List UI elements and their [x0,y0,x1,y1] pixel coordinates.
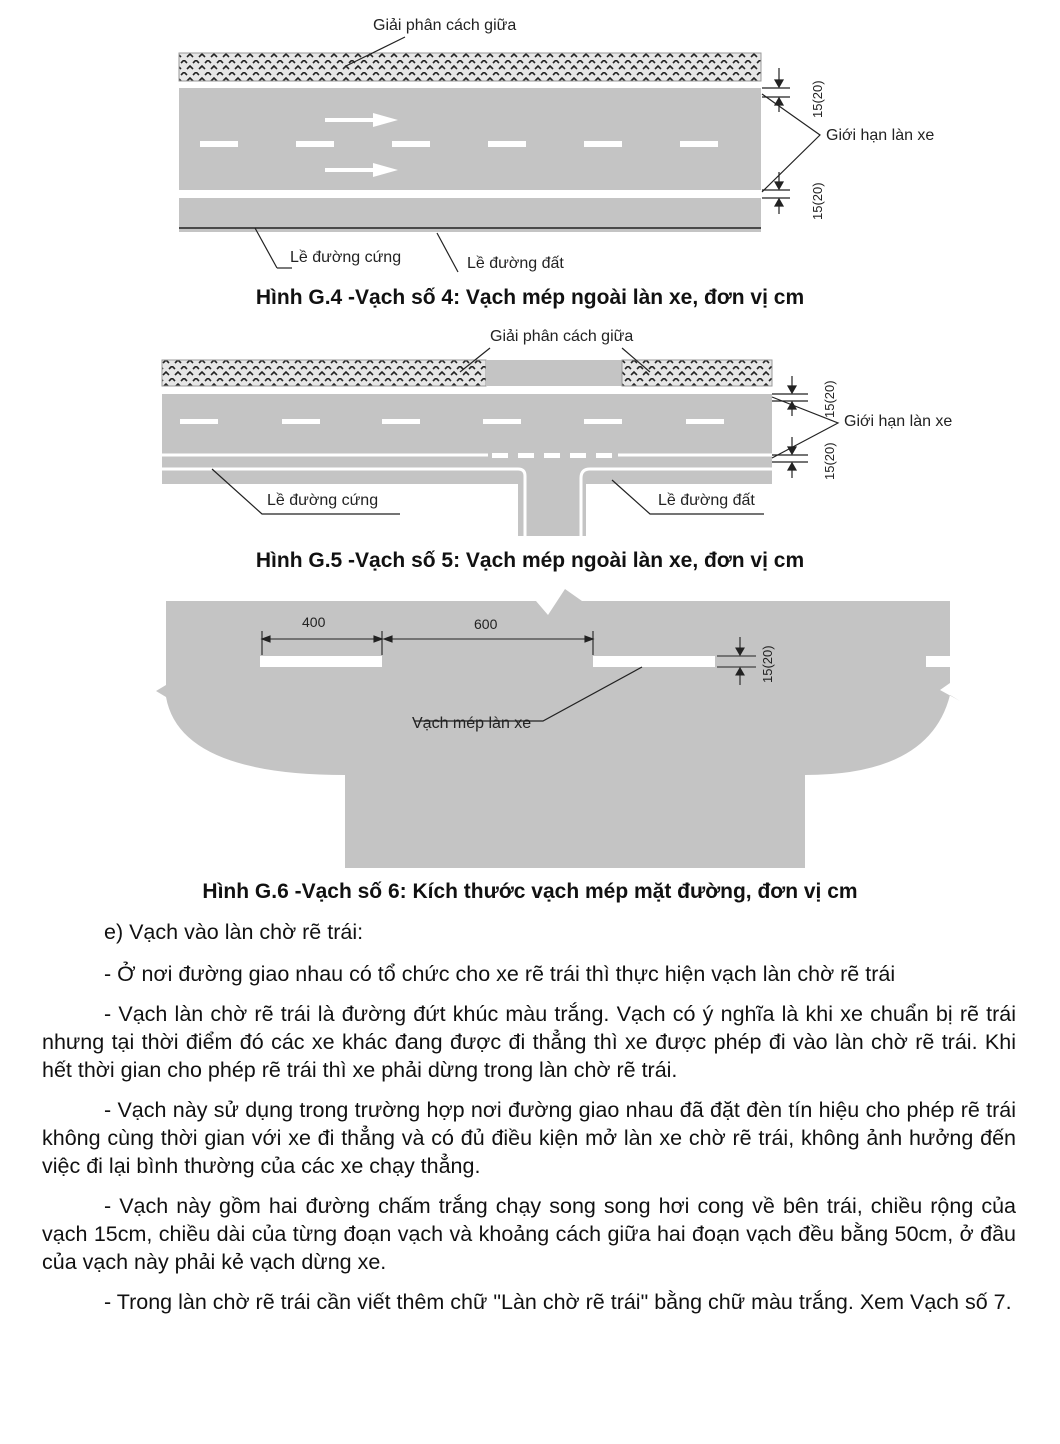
dimension-top: 15(20) [810,80,825,118]
figure-g4 [0,0,1060,290]
body-text [42,918,1016,1328]
lane-limit-label: Giới hạn làn xe [826,127,935,144]
lane-limit-label: Giới hạn làn xe [844,413,953,430]
median-strip-left [162,360,486,386]
soft-shoulder-label: Lề đường đất [658,492,755,509]
paragraph-5: - Trong làn chờ rẽ trái cần viết thêm chữ "Làn chờ rẽ trái" bằng chữ màu trắng. Xem Vạch số 7. [104,1290,1012,1314]
paragraph-4: - Vạch này gồm hai đường chấm trắng chạy song song hơi cong về bên trái, chiều rộng của vạch 15cm, chiều dài của từng đoạn vạch và khoảng cách giữa hai đoạn vạch đều bằng 50cm, ở đầu của vạch này phải kẻ vạch dừng xe. [42,1194,1016,1274]
dimension-width-label: 15(20) [760,645,775,683]
dimension-top: 15(20) [822,380,837,418]
edge-line-label: Vạch mép làn xe [412,715,532,732]
hard-shoulder-label: Lề đường cứng [290,249,402,266]
dimension-marker-bottom [772,437,808,478]
road-surface [162,394,772,472]
median-strip-right [622,360,772,386]
paragraph-2: - Vạch làn chờ rẽ trái là đường đứt khúc màu trắng. Vạch có ý nghĩa là khi xe chuẩn bị rẽ trái nhưng tại thời điểm đó các xe khác đang được đi thẳng thì xe được phép đi vào làn chờ rẽ trái. Khi hết thời gian cho phép rẽ trái thì xe phải dừng trong làn chờ rẽ trái. [42,1002,1016,1082]
paragraph-3: - Vạch này sử dụng trong trường hợp nơi đường giao nhau đã đặt đèn tín hiệu cho phép rẽ trái không cùng thời gian với xe đi thẳng và có đủ điều kiện mở làn xe chờ rẽ trái, không ảnh hưởng đến việc đi lại bình thường của các xe chạy thẳng. [42,1098,1016,1178]
figure-g5 [0,318,1060,540]
road-surface [179,88,761,190]
road-surface [156,589,960,868]
dimension-line-label: 400 [302,614,326,630]
dimension-gap-label: 600 [474,616,498,632]
caption-g4: Hình G.4 -Vạch số 4: Vạch mép ngoài làn xe, đơn vị cm [255,286,805,309]
figure-g6 [0,585,1060,870]
soft-shoulder-label: Lề đường đất [467,255,564,272]
shoulder-strip [162,464,772,484]
caption-g5: Hình G.5 -Vạch số 5: Vạch mép ngoài làn xe, đơn vị cm [255,549,805,572]
section-heading: e) Vạch vào làn chờ rẽ trái: [104,920,364,944]
median-opening [486,360,622,386]
median-label: Giải phân cách giữa [490,328,634,345]
side-road [518,464,586,536]
dimension-marker-top [762,68,790,112]
paragraph-1: - Ở nơi đường giao nhau có tổ chức cho xe rẽ trái thì thực hiện vạch làn chờ rẽ trái [104,962,896,986]
dimension-bottom: 15(20) [822,442,837,480]
dimension-bottom: 15(20) [810,182,825,220]
median-strip [179,53,761,81]
shoulder-strip [179,198,761,232]
caption-g6: Hình G.6 -Vạch số 6: Kích thước vạch mép mặt đường, đơn vị cm [202,880,858,903]
dimension-marker-top [772,376,808,416]
hard-shoulder-label: Lề đường cứng [267,492,379,509]
median-label: Giải phân cách giữa [373,17,517,34]
